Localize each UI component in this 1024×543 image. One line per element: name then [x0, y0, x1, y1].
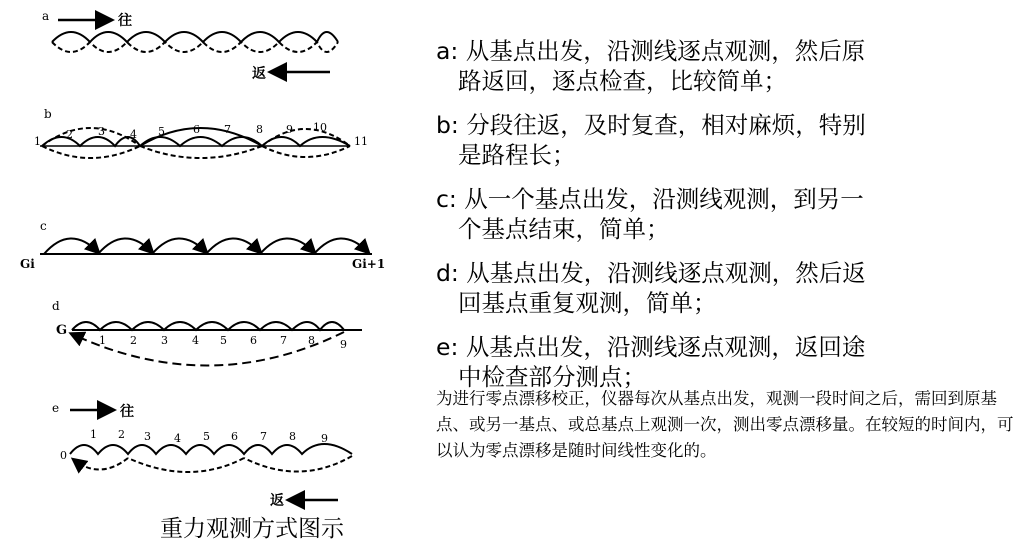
point-number: 7	[280, 334, 287, 347]
gravity-observation-diagrams	[0, 0, 420, 542]
forward-label: 往	[118, 13, 132, 29]
panel-d-numbers	[99, 334, 347, 351]
point-number: 5	[220, 334, 227, 347]
method-item-line: 路返回，逐点检查，比较简单；	[458, 67, 787, 95]
point-number: 6	[193, 123, 200, 136]
back-label: 返	[270, 493, 284, 509]
panel-b-numbers	[34, 121, 368, 148]
figure-caption: 重力观测方式图示	[160, 516, 344, 542]
method-item-b	[436, 110, 1016, 170]
method-item-line: e: 从基点出发，沿测线逐点观测，返回途	[436, 333, 866, 361]
method-item-line: c: 从一个基点出发，沿测线观测，到另一	[436, 185, 864, 213]
point-number: 0	[60, 449, 67, 462]
panel-b-tag: b	[44, 107, 52, 121]
point-number: 5	[158, 125, 165, 138]
panel-a-tag: a	[42, 9, 50, 23]
forward-label: 往	[120, 404, 134, 420]
method-item-line: 回基点重复观测，简单；	[458, 289, 717, 317]
panel-a	[42, 9, 338, 82]
panel-e	[52, 401, 352, 509]
point-number: 8	[256, 123, 263, 136]
panel-e-tag: e	[52, 401, 60, 415]
end-base-label: Gi+1	[352, 257, 386, 271]
point-number: 3	[144, 430, 151, 443]
panel-c-arcs	[44, 238, 368, 254]
method-item-e	[436, 332, 1016, 392]
point-number: 2	[118, 428, 125, 441]
point-number: 3	[161, 334, 168, 347]
method-item-a	[436, 36, 1016, 96]
point-number: 4	[130, 128, 137, 141]
point-number: 1	[99, 334, 106, 347]
point-number: 2	[130, 334, 137, 347]
point-number: 7	[224, 123, 231, 136]
point-number: 6	[250, 334, 257, 347]
point-number: 4	[174, 432, 181, 445]
panel-c	[20, 219, 385, 271]
point-number: 11	[354, 135, 368, 148]
point-number: 3	[98, 125, 105, 138]
panel-a-loops	[52, 32, 338, 52]
point-number: 8	[289, 430, 296, 443]
point-number: 5	[203, 430, 210, 443]
base-label: G	[56, 323, 68, 338]
panel-d-tag: d	[52, 299, 60, 313]
method-item-line: b: 分段往返，及时复查，相对麻烦，特别	[436, 111, 866, 139]
panel-e-arcs	[70, 444, 352, 472]
method-item-c	[436, 184, 1016, 244]
point-number: 10	[313, 121, 327, 134]
method-item-line: a: 从基点出发，沿测线逐点观测，然后原	[436, 37, 866, 65]
point-number: 4	[192, 334, 199, 347]
start-base-label: Gi	[20, 257, 35, 271]
method-item-line: d: 从基点出发，沿测线逐点观测，然后返	[436, 259, 866, 287]
back-label: 返	[252, 66, 266, 82]
point-number: 6	[231, 430, 238, 443]
point-number: 1	[90, 428, 97, 441]
method-item-d	[436, 258, 1016, 318]
point-number: 1	[34, 135, 41, 148]
point-number: 7	[260, 430, 267, 443]
drift-correction-note: 为进行零点漂移校正，仪器每次从基点出发，观测一段时间之后，需回到原基点、或另一基点、或总基点上观测一次，测出零点漂移量。在较短的时间内，可以认为零点漂移是随时间线性变化的。	[436, 389, 1014, 460]
panel-d-arcs	[72, 322, 344, 366]
method-item-line: 个基点结束，简单；	[458, 215, 670, 243]
panel-c-tag: c	[40, 219, 47, 233]
panel-b	[34, 107, 368, 158]
point-number: 2	[66, 128, 73, 141]
panel-d	[52, 299, 362, 366]
method-description-list	[436, 36, 1016, 406]
method-item-line: 是路程长；	[458, 141, 576, 169]
method-item-line: 中检查部分测点；	[458, 363, 646, 391]
point-number: 9	[340, 338, 347, 351]
point-number: 8	[308, 334, 315, 347]
point-number: 9	[321, 432, 328, 445]
point-number: 9	[286, 123, 293, 136]
